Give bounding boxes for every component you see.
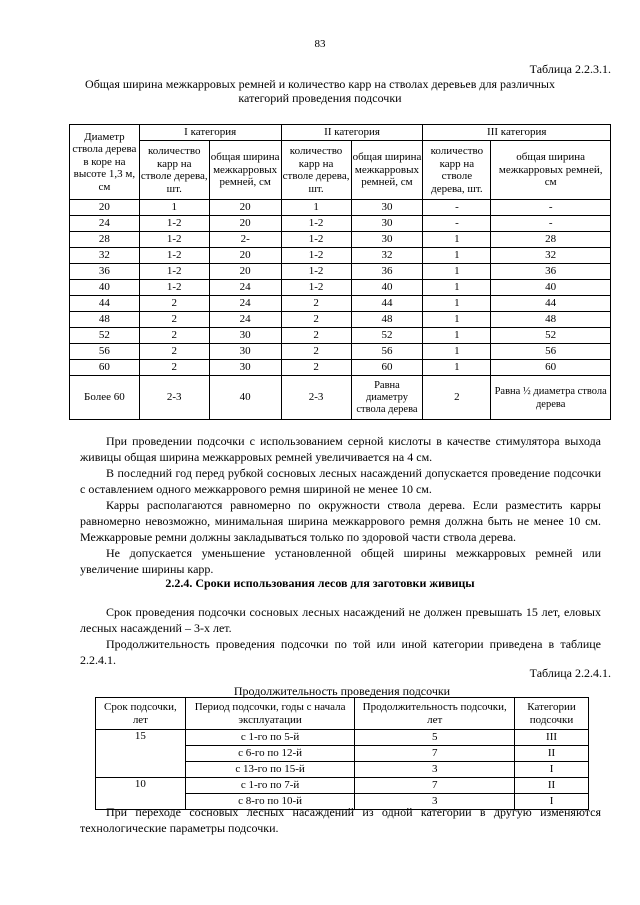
table-cell: Более 60 <box>70 376 140 420</box>
table-cell: 2-3 <box>281 376 351 420</box>
header-width: общая ширина межкарровых ремней, см <box>209 141 281 200</box>
table-cell: 20 <box>209 216 281 232</box>
duration-table <box>95 697 589 810</box>
table-cell: - <box>423 216 491 232</box>
table-cell: 24 <box>70 216 140 232</box>
header-diameter: Диаметр ствола дерева в коре на высоте 1,3 м, см <box>70 125 140 200</box>
table-row <box>70 280 611 296</box>
table-cell: 1 <box>423 232 491 248</box>
table-cell: 60 <box>351 360 423 376</box>
table-cell: 1-2 <box>281 248 351 264</box>
table-cell: 48 <box>491 312 611 328</box>
table-cell: 56 <box>491 344 611 360</box>
table-cell: 2 <box>139 360 209 376</box>
table-row <box>70 344 611 360</box>
table-cell: 52 <box>491 328 611 344</box>
table-cell: 24 <box>209 280 281 296</box>
table-cell: 1-2 <box>281 264 351 280</box>
table-row <box>70 360 611 376</box>
paragraph: Не допускается уменьшение установленной общей ширины межкарровых ремней или увеличение ширины карр. <box>80 546 601 576</box>
table-cell: II <box>515 778 589 794</box>
table-cell: 30 <box>351 200 423 216</box>
header-qty: количество карр на стволе дерева, шт. <box>423 141 491 200</box>
table-cell: III <box>515 730 589 746</box>
table-row <box>96 730 589 746</box>
table-cell: 40 <box>351 280 423 296</box>
table-cell: 2 <box>281 360 351 376</box>
table-row <box>70 232 611 248</box>
table-cell: 2 <box>281 344 351 360</box>
table-cell: 30 <box>209 344 281 360</box>
table-cell: 30 <box>209 328 281 344</box>
table-cell: 60 <box>70 360 140 376</box>
table-cell: 1-2 <box>139 264 209 280</box>
table-cell: 30 <box>351 216 423 232</box>
table-cell: 40 <box>209 376 281 420</box>
header-term: Срок подсочки, лет <box>96 698 186 730</box>
table-cell: 1 <box>139 200 209 216</box>
table-cell: 1-2 <box>139 232 209 248</box>
table-cell: 1-2 <box>281 216 351 232</box>
paragraph: Срок проведения подсочки сосновых лесных насаждений не должен превышать 15 лет, еловых лесных насаждений – 3-х лет. <box>80 605 601 635</box>
header-category: Категории подсочки <box>515 698 589 730</box>
table-cell: 3 <box>355 794 515 810</box>
table-title: Продолжительность проведения подсочки <box>233 684 451 698</box>
table-cell: 2 <box>281 296 351 312</box>
table-cell: 2 <box>281 328 351 344</box>
table-cell: 32 <box>70 248 140 264</box>
table-title: Общая ширина межкарровых ремней и количество карр на стволах деревьев для различных категорий проведения подсочки <box>85 77 555 105</box>
table-cell: 2-3 <box>139 376 209 420</box>
table-cell: 20 <box>209 264 281 280</box>
table-cell: 52 <box>351 328 423 344</box>
table-cell: II <box>515 746 589 762</box>
table-cell: 24 <box>209 296 281 312</box>
table-row <box>70 328 611 344</box>
table-cell: 30 <box>209 360 281 376</box>
table-cell: 7 <box>355 746 515 762</box>
table-cell: - <box>423 200 491 216</box>
table-cell: 52 <box>70 328 140 344</box>
table-cell: 30 <box>351 232 423 248</box>
paragraph: При переходе сосновых лесных насаждений из одной категории в другую изменяются технологические параметры подсочки. <box>80 805 601 835</box>
table-cell: 56 <box>70 344 140 360</box>
table-cell: 28 <box>491 232 611 248</box>
table-cell: 1 <box>423 344 491 360</box>
table-cell: с 8-го по 10-й <box>185 794 355 810</box>
table-row <box>70 200 611 216</box>
table-cell: 2 <box>139 312 209 328</box>
header-duration: Продолжительность подсочки, лет <box>355 698 515 730</box>
table-cell: 36 <box>70 264 140 280</box>
table-cell: 2- <box>209 232 281 248</box>
table-cell: 44 <box>351 296 423 312</box>
table-cell: 32 <box>351 248 423 264</box>
table-cell: Равна ½ диаметра ствола дерева <box>491 376 611 420</box>
header-width: общая ширина межкарровых ремней, см <box>351 141 423 200</box>
header-category-3: III категория <box>423 125 611 141</box>
table-cell: 44 <box>491 296 611 312</box>
table-cell: 40 <box>491 280 611 296</box>
table-cell: 3 <box>355 762 515 778</box>
table-row <box>70 264 611 280</box>
table-cell: 7 <box>355 778 515 794</box>
table-cell: 32 <box>491 248 611 264</box>
table-cell: 36 <box>491 264 611 280</box>
table-cell: 44 <box>70 296 140 312</box>
section-title: 2.2.4. Сроки использования лесов для заготовки живицы <box>165 576 475 590</box>
table-cell: 56 <box>351 344 423 360</box>
table-cell: 1 <box>423 360 491 376</box>
table-cell: 48 <box>351 312 423 328</box>
table-cell: 1-2 <box>281 280 351 296</box>
table-cell: 36 <box>351 264 423 280</box>
table-cell: 60 <box>491 360 611 376</box>
table-caption: Таблица 2.2.3.1. <box>529 62 611 76</box>
cuts-table <box>69 124 611 420</box>
table-cell: I <box>515 762 589 778</box>
table-cell: - <box>491 200 611 216</box>
table-row <box>70 296 611 312</box>
table-cell: 2 <box>139 344 209 360</box>
table-cell: 28 <box>70 232 140 248</box>
table-cell: 1-2 <box>139 216 209 232</box>
paragraph: При проведении подсочки с использованием серной кислоты в качестве стимулятора выхода живицы общая ширина межкарровых ремней увеличивается на 4 см. <box>80 434 601 464</box>
table-cell: 1 <box>423 296 491 312</box>
table-cell: - <box>491 216 611 232</box>
header-period: Период подсочки, годы с начала эксплуатации <box>185 698 355 730</box>
header-qty: количество карр на стволе дерева, шт. <box>139 141 209 200</box>
table-cell: 2 <box>139 296 209 312</box>
table-cell: 1 <box>423 280 491 296</box>
table-cell: 40 <box>70 280 140 296</box>
table-cell: 1 <box>423 328 491 344</box>
term-cell: 15 <box>96 730 186 778</box>
header-category-1: I категория <box>139 125 281 141</box>
table-cell: с 6-го по 12-й <box>185 746 355 762</box>
table-row <box>70 248 611 264</box>
table-cell: 48 <box>70 312 140 328</box>
table-cell: 1 <box>423 312 491 328</box>
page-number: 83 <box>314 38 326 50</box>
paragraph: Продолжительность проведения подсочки по той или иной категории приведена в таблице 2.2.4.1. <box>80 637 601 667</box>
term-cell: 10 <box>96 778 186 810</box>
paragraph: В последний год перед рубкой сосновых лесных насаждений допускается проведение подсочки с оставлением одного межкаррового ремня шириной не менее 10 см. <box>80 466 601 496</box>
table-cell: с 13-го по 15-й <box>185 762 355 778</box>
table-caption: Таблица 2.2.4.1. <box>529 666 611 680</box>
table-cell: с 1-го по 7-й <box>185 778 355 794</box>
table-cell: 24 <box>209 312 281 328</box>
header-category-2: II категория <box>281 125 423 141</box>
table-cell: 2 <box>281 312 351 328</box>
table-cell: 20 <box>209 200 281 216</box>
table-cell: 1-2 <box>139 248 209 264</box>
table-cell: 1 <box>423 248 491 264</box>
table-cell: 1 <box>281 200 351 216</box>
paragraph: Карры располагаются равномерно по окружности ствола дерева. Если разместить карры равномерно невозможно, минимальная ширина межкаррового ремня должна быть не менее 10 см. Межкарровые ремни должны закладываться только по здоровой части ствола дерева. <box>80 498 601 544</box>
table-row <box>70 216 611 232</box>
header-qty: количество карр на стволе дерева, шт. <box>281 141 351 200</box>
table-cell: 2 <box>139 328 209 344</box>
table-cell: 5 <box>355 730 515 746</box>
table-row <box>96 778 589 794</box>
text-block-2 <box>80 604 601 668</box>
table-cell: 1-2 <box>281 232 351 248</box>
table-row <box>70 312 611 328</box>
table-cell: с 1-го по 5-й <box>185 730 355 746</box>
table-cell: 2 <box>423 376 491 420</box>
table-cell: 1-2 <box>139 280 209 296</box>
text-block-3 <box>80 804 601 836</box>
header-width: общая ширина межкарровых ремней, см <box>491 141 611 200</box>
text-block-1 <box>80 433 601 577</box>
table-cell: 20 <box>209 248 281 264</box>
table-cell: Равна диаметру ствола дерева <box>351 376 423 420</box>
table-cell: 1 <box>423 264 491 280</box>
table-cell: I <box>515 794 589 810</box>
table-cell: 20 <box>70 200 140 216</box>
